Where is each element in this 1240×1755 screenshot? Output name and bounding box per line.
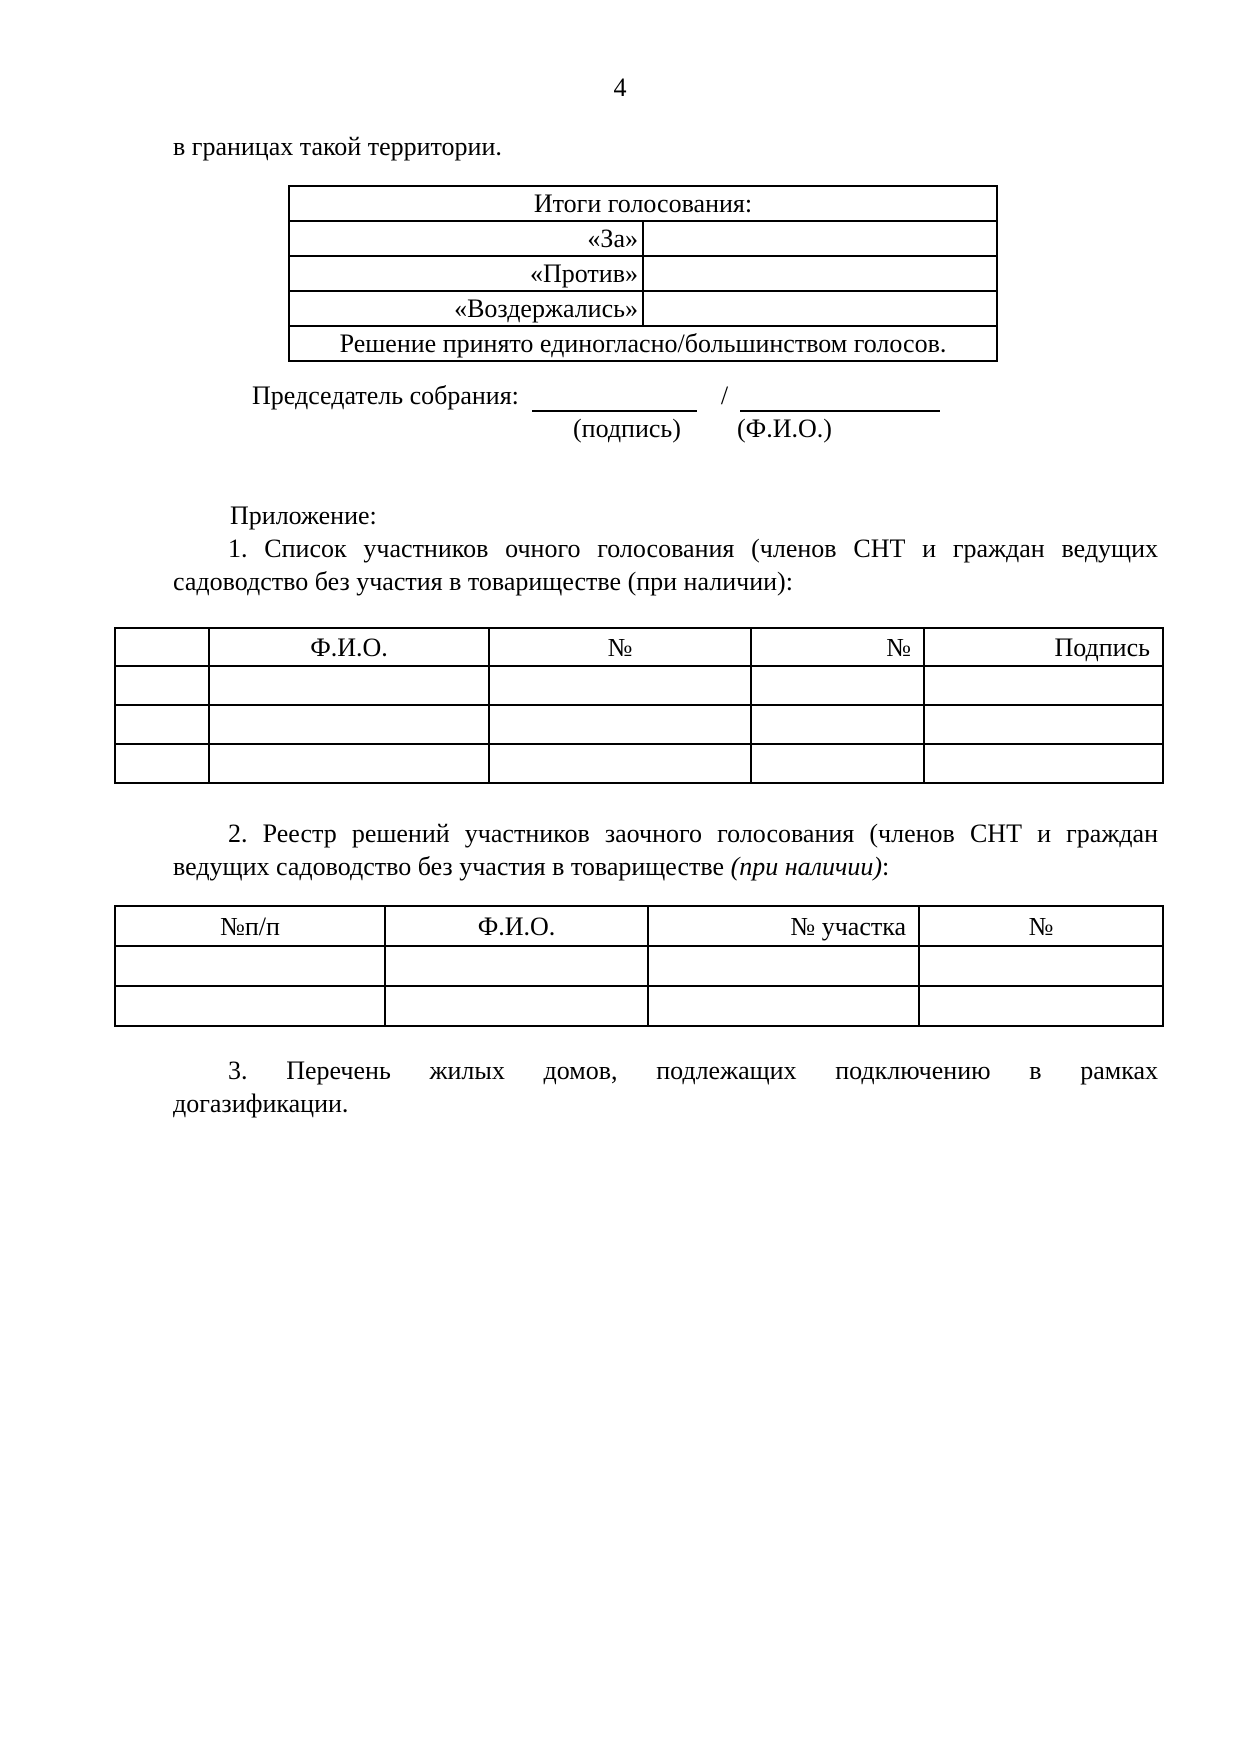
vote-row-vozderzhalis xyxy=(289,291,997,326)
vote-label-za: «За» xyxy=(289,221,643,256)
empty-cell xyxy=(489,744,751,783)
register-header-fio: Ф.И.О. xyxy=(385,906,648,946)
attachment-item-1-line-2: садоводство без участия в товариществе (при наличии): xyxy=(173,567,793,596)
participants-empty-row xyxy=(115,705,1163,744)
signature-caption: (подпись) xyxy=(573,414,681,443)
empty-cell xyxy=(924,744,1163,783)
attachment-item-2-line-2-italic: (при наличии) xyxy=(730,852,883,881)
register-empty-row xyxy=(115,946,1163,986)
register-header-plot-no: № участка xyxy=(648,906,919,946)
empty-cell xyxy=(115,666,209,705)
attachment-item-1-line-1: 1. Список участников очного голосования (членов СНТ и граждан ведущих xyxy=(228,534,1158,563)
register-table xyxy=(114,905,1164,1027)
attachment-item-3-line-2: догазификации. xyxy=(173,1089,349,1118)
voting-results-title: Итоги голосования: xyxy=(289,186,997,221)
intro-paragraph: в границах такой территории. xyxy=(173,132,502,161)
attachment-item-2-line-2 xyxy=(173,850,1158,883)
empty-cell xyxy=(924,705,1163,744)
empty-cell xyxy=(751,744,924,783)
vote-row-protiv xyxy=(289,256,997,291)
empty-cell xyxy=(489,666,751,705)
register-header-npp: №п/п xyxy=(115,906,385,946)
participants-header-empty xyxy=(115,628,209,666)
vote-label-protiv: «Против» xyxy=(289,256,643,291)
participants-table xyxy=(114,627,1164,784)
empty-cell xyxy=(924,666,1163,705)
participants-header-fio: Ф.И.О. xyxy=(209,628,489,666)
attachment-item-1 xyxy=(173,532,1158,598)
chairman-signature-row xyxy=(252,379,940,412)
participants-header-row xyxy=(115,628,1163,666)
attachment-item-2-line-2-colon: : xyxy=(882,852,890,881)
vote-value-vozderzhalis xyxy=(643,291,997,326)
empty-cell xyxy=(751,705,924,744)
empty-cell xyxy=(209,744,489,783)
attachment-item-2 xyxy=(173,817,1158,883)
empty-cell xyxy=(209,666,489,705)
participants-empty-row xyxy=(115,666,1163,705)
empty-cell xyxy=(489,705,751,744)
empty-cell xyxy=(115,705,209,744)
name-caption: (Ф.И.О.) xyxy=(737,414,832,443)
empty-cell xyxy=(648,986,919,1026)
vote-value-za xyxy=(643,221,997,256)
empty-cell xyxy=(209,705,489,744)
empty-cell xyxy=(751,666,924,705)
voting-results-table xyxy=(288,185,998,362)
empty-cell xyxy=(648,946,919,986)
register-empty-row xyxy=(115,986,1163,1026)
empty-cell xyxy=(385,946,648,986)
empty-cell xyxy=(115,744,209,783)
participants-empty-row xyxy=(115,744,1163,783)
participants-header-no1: № xyxy=(489,628,751,666)
empty-cell xyxy=(115,986,385,1026)
voting-results-title-row xyxy=(289,186,997,221)
chairman-label: Председатель собрания: xyxy=(252,381,519,410)
vote-value-protiv xyxy=(643,256,997,291)
signature-separator: / xyxy=(720,381,729,410)
participants-header-podpis: Подпись xyxy=(924,628,1163,666)
empty-cell xyxy=(115,946,385,986)
vote-row-za xyxy=(289,221,997,256)
register-header-row xyxy=(115,906,1163,946)
attachment-item-3 xyxy=(173,1054,1158,1120)
vote-label-vozderzhalis: «Воздержались» xyxy=(289,291,643,326)
voting-results-footer-row xyxy=(289,326,997,361)
register-header-no: № xyxy=(919,906,1163,946)
empty-cell xyxy=(919,946,1163,986)
name-blank-line xyxy=(740,382,940,412)
empty-cell xyxy=(385,986,648,1026)
attachment-item-2-line-2-text: ведущих садоводство без участия в товариществе xyxy=(173,852,731,881)
decision-text: Решение принято единогласно/большинством голосов. xyxy=(289,326,997,361)
attachment-item-3-line-1: 3. Перечень жилых домов, подлежащих подключению в рамках xyxy=(228,1056,1158,1085)
empty-cell xyxy=(919,986,1163,1026)
page-number: 4 xyxy=(613,73,627,102)
participants-header-no2: № xyxy=(751,628,924,666)
attachments-heading: Приложение: xyxy=(230,501,377,530)
signature-blank-line xyxy=(532,382,697,412)
attachment-item-2-line-1: 2. Реестр решений участников заочного голосования (членов СНТ и граждан xyxy=(228,819,1158,848)
